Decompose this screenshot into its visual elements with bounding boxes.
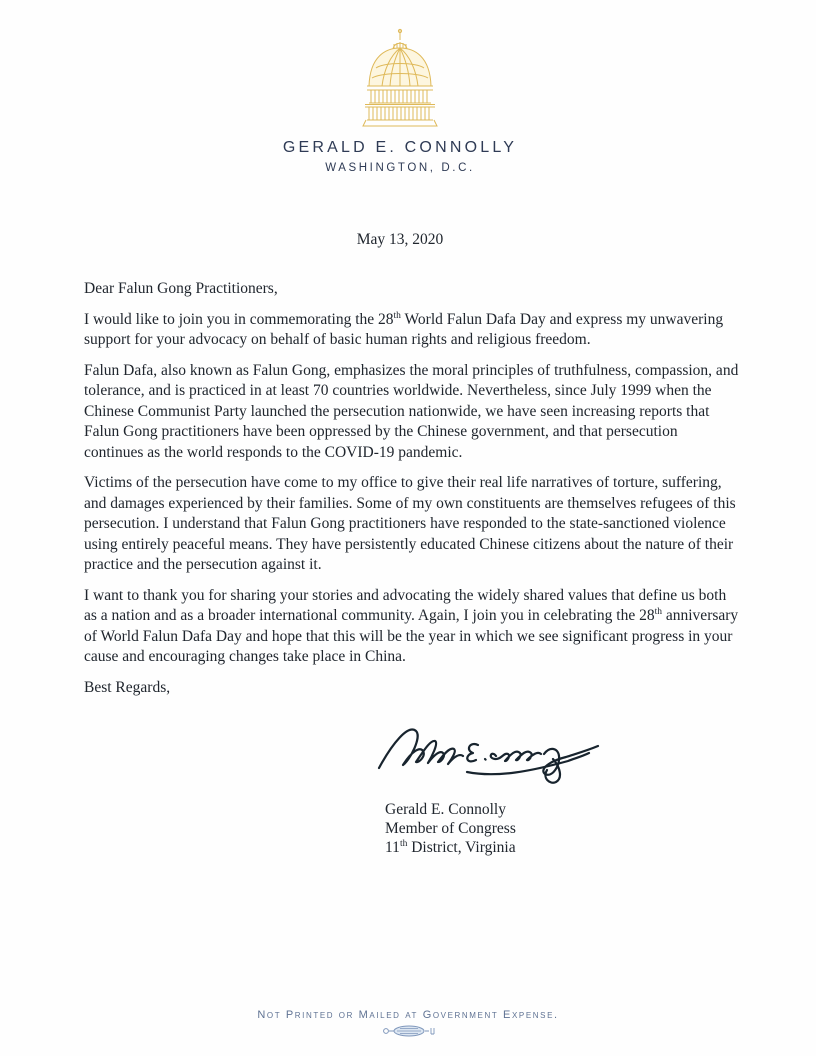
paragraph-3: Victims of the persecution have come to my office to give their real life narratives of torture, suffering, and damages experienced by their families. Some of my own constituents are themselves refugees of this persecution. I understand that Falun Gong practitioners have responded to the state-sanctioned violence using entirely peaceful means. They have persistently educated Chinese citizens about the nature of their practice and the persecution against it. bbox=[84, 474, 736, 573]
signer-title: Member of Congress bbox=[385, 820, 516, 837]
letter-date: May 13, 2020 bbox=[356, 231, 444, 248]
footer-disclaimer: Not Printed or Mailed at Government Expense. bbox=[257, 1009, 559, 1021]
closing: Best Regards, bbox=[84, 678, 171, 696]
letter-body bbox=[84, 279, 740, 857]
union-printer-bug-icon bbox=[0, 1023, 816, 1044]
letterhead-location: WASHINGTON, D.C. bbox=[325, 162, 475, 174]
letterhead bbox=[0, 28, 800, 174]
page-footer bbox=[0, 1009, 816, 1044]
letterhead-name: GERALD E. CONNOLLY bbox=[282, 139, 518, 156]
signature-block bbox=[385, 800, 740, 857]
paragraph-2: Falun Dafa, also known as Falun Gong, emphasizes the moral principles of truthfulness, compassion, and tolerance, and is practiced in at least 70 countries worldwide. Nevertheless, since July 1999 when the Chinese Communist Party launched the persecution nationwide, we have seen increasing reports that Falun Gong practitioners have been oppressed by the Chinese government, and that persecution continues as the world responds to the COVID-19 pandemic. bbox=[84, 361, 739, 461]
signer-name: Gerald E. Connolly bbox=[385, 801, 506, 818]
paragraph-1: I would like to join you in commemorating the 28th World Falun Dafa Day and express my unwavering support for your advocacy on behalf of basic human rights and religious freedom. bbox=[84, 310, 724, 348]
signer-district: 11th District, Virginia bbox=[385, 838, 516, 856]
capitol-dome-icon bbox=[340, 28, 460, 130]
paragraph-4: I want to thank you for sharing your stories and advocating the widely shared values that define us both as a nation and as a broader international community. Again, I join you in celebrating the 28th anniversary of World Falun Dafa Day and hope that this will be the year in which we see significant progress in your cause and encouraging changes take place in China. bbox=[84, 586, 739, 665]
salutation: Dear Falun Gong Practitioners, bbox=[84, 280, 278, 297]
signature-image bbox=[372, 708, 740, 794]
